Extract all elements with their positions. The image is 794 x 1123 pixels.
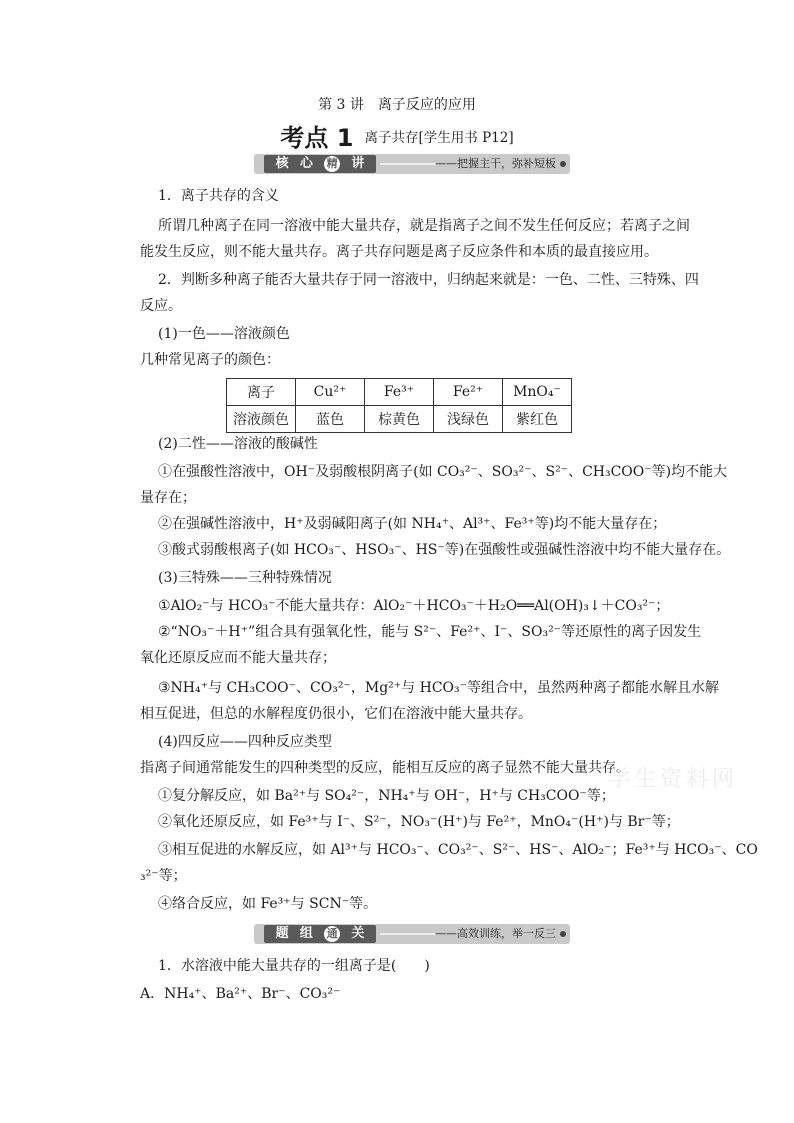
table-row <box>227 379 572 406</box>
paragraph-line: 反应。 <box>140 298 182 314</box>
watermark: 学生资料网 <box>608 767 739 792</box>
paragraph-line: ③NH₄⁺与 CH₃COO⁻、CO₃²⁻，Mg²⁺与 HCO₃⁻等组合中，虽然两种离子都能水解且水解 <box>158 680 720 696</box>
table-cell: Cu²⁺ <box>296 379 365 406</box>
banner-char-highlight: 精 <box>324 156 340 172</box>
bullet-dot-icon <box>560 161 566 167</box>
point-subtitle: 离子共存[学生用书 P12] <box>364 129 514 146</box>
section-heading: 1．离子共存的含义 <box>158 188 279 204</box>
banner-stripe <box>380 933 436 935</box>
banner-tag <box>264 925 376 943</box>
paragraph-line: 氧化还原反应而不能大量共存； <box>140 650 336 666</box>
paragraph-line: 几种常见离子的颜色： <box>140 352 280 368</box>
banner-char: 题 <box>275 926 289 941</box>
subsection-title: (2)二性——溶液的酸碱性 <box>158 436 318 452</box>
answer-option: A．NH₄⁺、Ba²⁺、Br⁻、CO₃²⁻ <box>140 986 341 1002</box>
section-banner-practice <box>254 924 570 944</box>
paragraph-line: 量存在； <box>140 490 196 506</box>
paragraph-line: ②在强碱性溶液中，H⁺及弱碱阳离子(如 NH₄⁺、Al³⁺、Fe³⁺等)均不能大量存在； <box>158 516 667 532</box>
table-cell: Fe²⁺ <box>434 379 503 406</box>
table-cell: 蓝色 <box>296 406 365 433</box>
section-banner-core <box>254 154 570 174</box>
subsection-title: (4)四反应——四种反应类型 <box>158 734 332 750</box>
point-number: 考点 1 <box>280 124 354 152</box>
banner-char: 讲 <box>351 156 365 171</box>
banner-stripe <box>380 163 436 165</box>
paragraph-line: 2．判断多种离子能否大量共存于同一溶液中，归纳起来就是：一色、二性、三特殊、四 <box>158 272 699 288</box>
paragraph-line: ₃²⁻等； <box>140 868 187 884</box>
table-cell: 浅绿色 <box>434 406 503 433</box>
banner-char-highlight: 通 <box>324 926 340 942</box>
paragraph-line: ④络合反应，如 Fe³⁺与 SCN⁻等。 <box>158 896 378 912</box>
table-row <box>227 406 572 433</box>
ion-color-table <box>226 378 572 433</box>
question-text: 1．水溶液中能大量共存的一组离子是( ) <box>158 958 430 974</box>
paragraph-line: ①在强酸性溶液中，OH⁻及弱酸根阴离子(如 CO₃²⁻、SO₃²⁻、S²⁻、CH₃COO⁻等)均不能大 <box>158 464 728 480</box>
paragraph-line: ②氧化还原反应，如 Fe³⁺与 I⁻、S²⁻，NO₃⁻(H⁺)与 Fe²⁺，MnO₄⁻(H⁺)与 Br⁻等； <box>158 814 680 830</box>
banner-tag <box>264 155 376 173</box>
table-cell: 离子 <box>227 379 296 406</box>
paragraph-line: ②“NO₃⁻＋H⁺”组合具有强氧化性，能与 S²⁻、Fe²⁺、I⁻、SO₃²⁻等还原性的离子因发生 <box>158 624 702 640</box>
banner-char: 核 <box>275 156 289 171</box>
table-cell: Fe³⁺ <box>365 379 434 406</box>
paragraph-line: ①AlO₂⁻与 HCO₃⁻不能大量共存：AlO₂⁻＋HCO₃⁻＋H₂O══Al(OH)₃↓＋CO₃²⁻； <box>158 598 670 614</box>
lesson-title: 第 3 讲 离子反应的应用 <box>318 97 476 113</box>
paragraph-line: 能发生反应，则不能大量共存。离子共存问题是离子反应条件和本质的最直接应用。 <box>140 244 658 260</box>
banner-char: 组 <box>299 926 313 941</box>
table-cell: 紫红色 <box>503 406 572 433</box>
point-heading <box>0 118 794 153</box>
table-cell: MnO₄⁻ <box>503 379 572 406</box>
paragraph-line: ③酸式弱酸根离子(如 HCO₃⁻、HSO₃⁻、HS⁻等)在强酸性或强碱性溶液中均不能大量存在。 <box>158 542 731 558</box>
table-cell: 棕黄色 <box>365 406 434 433</box>
paragraph-line: ①复分解反应，如 Ba²⁺与 SO₄²⁻，NH₄⁺与 OH⁻，H⁺与 CH₃COO⁻等； <box>158 788 615 804</box>
paragraph-line: 相互促进，但总的水解程度仍很小，它们在溶液中能大量共存。 <box>140 706 532 722</box>
table-cell: 溶液颜色 <box>227 406 296 433</box>
subsection-title: (1)一色——溶液颜色 <box>158 326 290 342</box>
banner-char: 心 <box>299 156 313 171</box>
banner-char: 关 <box>351 926 365 941</box>
banner-slogan: ——把握主干，弥补短板 <box>435 157 556 170</box>
banner-slogan: ——高效训练，举一反三 <box>435 927 556 940</box>
paragraph-line: ③相互促进的水解反应，如 Al³⁺与 HCO₃⁻、CO₃²⁻、S²⁻、HS⁻、AlO₂⁻；Fe³⁺与 HCO₃⁻、CO <box>158 842 758 858</box>
subsection-title: (3)三特殊——三种特殊情况 <box>158 570 332 586</box>
paragraph-line: 指离子间通常能发生的四种类型的反应，能相互反应的离子显然不能大量共存。 <box>140 760 630 776</box>
bullet-dot-icon <box>560 931 566 937</box>
paragraph-line: 所谓几种离子在同一溶液中能大量共存，就是指离子之间不发生任何反应；若离子之间 <box>158 218 690 234</box>
